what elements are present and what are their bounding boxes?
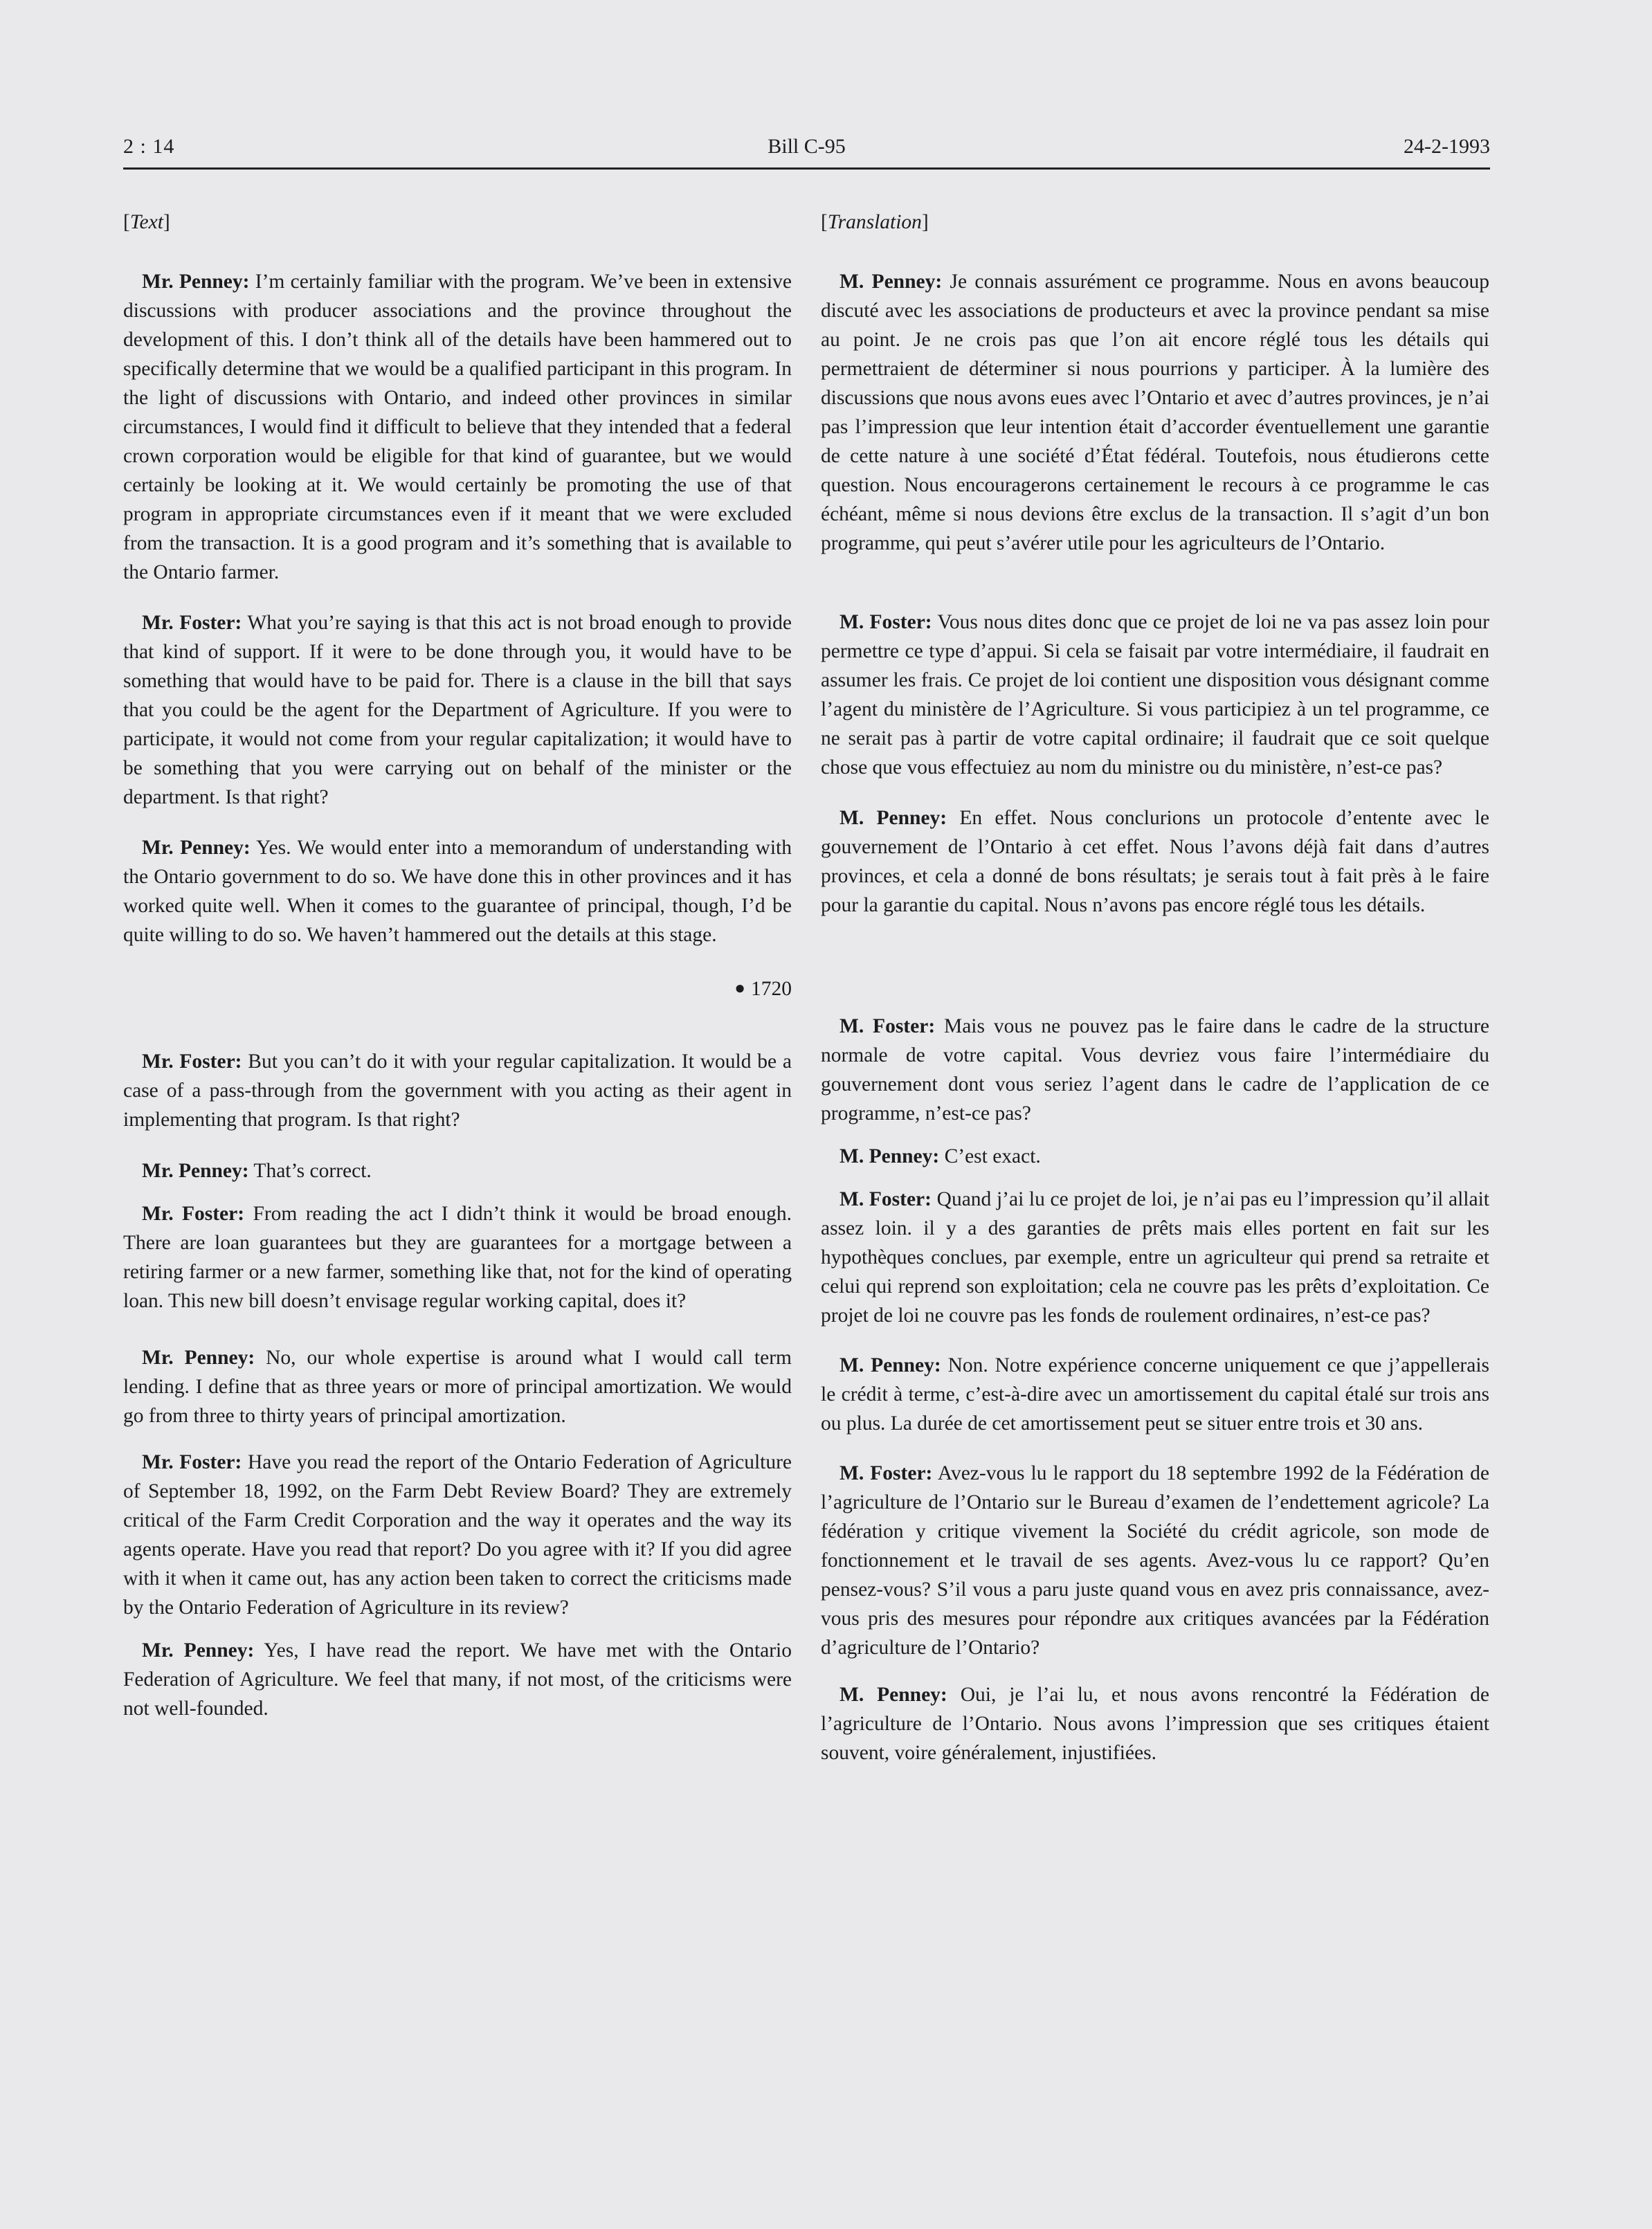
paragraph — [123, 1156, 792, 1185]
time-marker: ● 1720 — [734, 978, 792, 1000]
speaker: M. Penney: — [839, 1684, 947, 1706]
speaker: Mr. Penney: — [142, 271, 250, 293]
paragraph — [821, 1185, 1489, 1330]
paragraph-text: Yes. We would enter into a memorandum of understanding with the Ontario government to do so. We have done this in other provinces and it has worked quite well. When it comes to the guarantee of principal, though, I’d be quite willing to do so. We haven’t hammered out the details at this stage. — [123, 837, 792, 946]
paragraph-text: Vous nous dites donc que ce projet de loi ne va pas assez loin pour permettre ce type d’appui. Si cela se faisait par votre intermédiaire, il faudrait en assumer les frais. Ce projet de loi contient une disposition vous désignant comme l’agent du ministère de l’Agriculture. Si vous participiez à un tel programme, ce ne serait pas à partir de votre capital ordinaire; il faudrait que ce soit quelque chose que vous effectuiez au nom du ministre ou du ministère, n’est-ce pas? — [821, 611, 1489, 779]
paragraph-text: Non. Notre expérience concerne uniquement ce que j’appellerais le crédit à terme, c’est-à-dire avec un amortissement du capital étalé sur trois ans ou plus. La durée de cet amortissement peut se situer entre trois et 30 ans. — [821, 1354, 1490, 1435]
paragraph-text: Oui, je l’ai lu, et nous avons rencontré la Fédération de l’agriculture de l’Ontario. Nous avons l’impression que ses critiques étaient souvent, voire généralement, injustifiées. — [821, 1684, 1490, 1764]
speaker: Mr. Penney: — [142, 1639, 255, 1662]
paragraph-text: But you can’t do it with your regular capitalization. It would be a case of a pass-through from the government with you acting as their agent in implementing that program. Is that right? — [123, 1050, 792, 1131]
paragraph — [123, 1047, 792, 1134]
paragraph-text: Quand j’ai lu ce projet de loi, je n’ai pas eu l’impression qu’il allait assez loin. il y a des garanties de prêts mais elles portent en fait sur les hypothèques conclues, par exemple, entre un agriculteur qui prend sa retraite et celui qui reprend son exploitation; cela ne couvre pas les prêts d’exploitation. Ce projet de loi ne couvre pas les fonds de roulement ordinaires, n’est-ce pas? — [821, 1188, 1489, 1327]
speaker: M. Penney: — [839, 271, 943, 293]
paragraph-text: Have you read the report of the Ontario Federation of Agriculture of September 18, 1992, on the Farm Debt Review Board? They are extremely critical of the Farm Credit Corporation and the way it operates and the way its agents operate. Have you read that report? Do you agree with it? If you did agree with it when it came out, has any action been taken to correct the criticisms made by the Ontario Federation of Agriculture in its review? — [123, 1451, 792, 1619]
page-header — [123, 130, 1490, 165]
speaker: M. Foster: — [839, 1015, 936, 1037]
section-tag: [Text] — [123, 211, 170, 233]
paragraph-text: Yes, I have read the report. We have met with the Ontario Federation of Agriculture. We feel that many, if not most, of the criticisms were not well-founded. — [123, 1639, 792, 1720]
paragraph — [123, 833, 792, 949]
paragraph — [123, 1343, 792, 1430]
paragraph-text: Mais vous ne pouvez pas le faire dans le cadre de la structure normale de votre capital. Vous devriez vous faire l’intermédiaire du gouvernement dont vous seriez l’agent dans le cadre de l’application de ce programme, n’est-ce pas? — [821, 1015, 1489, 1125]
paragraph — [821, 267, 1489, 558]
paragraph — [123, 608, 792, 812]
speaker: M. Penney: — [839, 807, 947, 829]
paragraph-text: C’est exact. — [944, 1145, 1041, 1167]
french-column — [821, 208, 1489, 1767]
page-number: 2 : 14 — [123, 135, 175, 158]
paragraph — [123, 1448, 792, 1622]
speaker: M. Penney: — [839, 1354, 941, 1376]
speaker: Mr. Foster: — [142, 1451, 242, 1473]
paragraph — [821, 1142, 1489, 1171]
speaker: M. Penney: — [839, 1145, 940, 1167]
paragraph-text: No, our whole expertise is around what I would call term lending. I define that as three years or more of principal amortization. We would go from three to thirty years of principal amortization. — [123, 1347, 792, 1427]
paragraph — [821, 803, 1489, 920]
english-column — [123, 208, 792, 1723]
paragraph-text: Avez-vous lu le rapport du 18 septembre 1992 de la Fédération de l’agriculture de l’Ontario sur le Bureau d’examen de l’endettement agricole? La fédération y critique vivement la Société du crédit agricole, son mode de fonctionnement et le travail de ses agents. Avez-vous lu ce rapport? Qu’en pensez-vous? S’il vous a paru juste quand vous en avez pris connaissance, avez-vous pris des mesures pour répondre aux critiques avancées par la Fédération d’agriculture de l’Ontario? — [821, 1462, 1489, 1659]
paragraph-text: From reading the act I didn’t think it would be broad enough. There are loan guarantees but they are guarantees for a mortgage between a retiring farmer or a new farmer, something like that, not for the kind of operating loan. This new bill doesn’t envisage regular working capital, does it? — [123, 1203, 792, 1312]
speaker: Mr. Foster: — [142, 612, 242, 634]
speaker: Mr. Foster: — [142, 1203, 245, 1225]
speaker: Mr. Penney: — [142, 1347, 255, 1369]
paragraph — [123, 1636, 792, 1723]
header-rule — [123, 167, 1490, 170]
section-tag: [Translation] — [821, 211, 929, 233]
paragraph — [821, 1680, 1489, 1767]
bill-title: Bill C-95 — [768, 135, 846, 158]
speaker: M. Foster: — [839, 1462, 933, 1484]
paragraph-text: I’m certainly familiar with the program. We’ve been in extensive discussions with producer associations and the province throughout the development of this. I don’t think all of the details have been hammered out to specifically determine that we would be a qualified participant in this program. In the light of discussions with Ontario, and indeed other provinces in similar circumstances, I would find it difficult to believe that they intended that a federal crown corporation would be eligible for that kind of guarantee, but we would certainly be looking at it. We would certainly be promoting the use of that program in appropriate circumstances even if it meant that we were excluded from the transaction. It is a good program and it’s something that is available to the Ontario farmer. — [123, 271, 792, 583]
paragraph-text: Je connais assurément ce programme. Nous en avons beaucoup discuté avec les associations de producteurs et avec la province pendant sa mise au point. Je ne crois pas que l’on ait encore réglé tous les détails qui permettraient de déterminer si nous pourrions y participer. À la lumière des discussions que nous avons eues avec l’Ontario et avec d’autres provinces, je n’ai pas l’impression que leur intention était d’accorder éventuellement une garantie de cette nature à une société d’État fédéral. Toutefois, nous étudierons cette question. Nous encouragerons certainement le recours à ce programme le cas échéant, même si nous devions être exclus de la transaction. Il s’agit d’un bon programme, qui peut s’avérer utile pour les agriculteurs de l’Ontario. — [821, 271, 1489, 554]
paragraph-text: What you’re saying is that this act is not broad enough to provide that kind of support. If it were to be done through you, it would have to be something that would have to be paid for. There is a clause in the bill that says that you could be the agent for the Department of Agriculture. If you were to participate, it would not come from your regular capitalization; it would have to be something that you were carrying out on behalf of the minister or the department. Is that right? — [123, 612, 792, 808]
speaker: M. Foster: — [839, 1188, 932, 1210]
speaker: Mr. Penney: — [142, 1160, 249, 1182]
paragraph-text: That’s correct. — [253, 1160, 372, 1182]
document-date: 24-2-1993 — [1404, 135, 1490, 158]
speaker: Mr. Foster: — [142, 1050, 242, 1073]
paragraph — [821, 608, 1489, 782]
paragraph-text: En effet. Nous conclurions un protocole d’entente avec le gouvernement de l’Ontario à cet effet. Nous l’avons déjà fait dans d’autres provinces, et cela a donné de bons résultats; je serais tout à fait près à le faire pour la garantie du capital. Nous n’avons pas encore réglé tous les détails. — [821, 807, 1489, 916]
paragraph — [821, 1459, 1489, 1662]
speaker: Mr. Penney: — [142, 837, 251, 859]
paragraph — [821, 1351, 1489, 1438]
paragraph — [123, 267, 792, 587]
speaker: M. Foster: — [839, 611, 932, 633]
paragraph — [123, 1199, 792, 1316]
paragraph — [821, 1012, 1489, 1128]
